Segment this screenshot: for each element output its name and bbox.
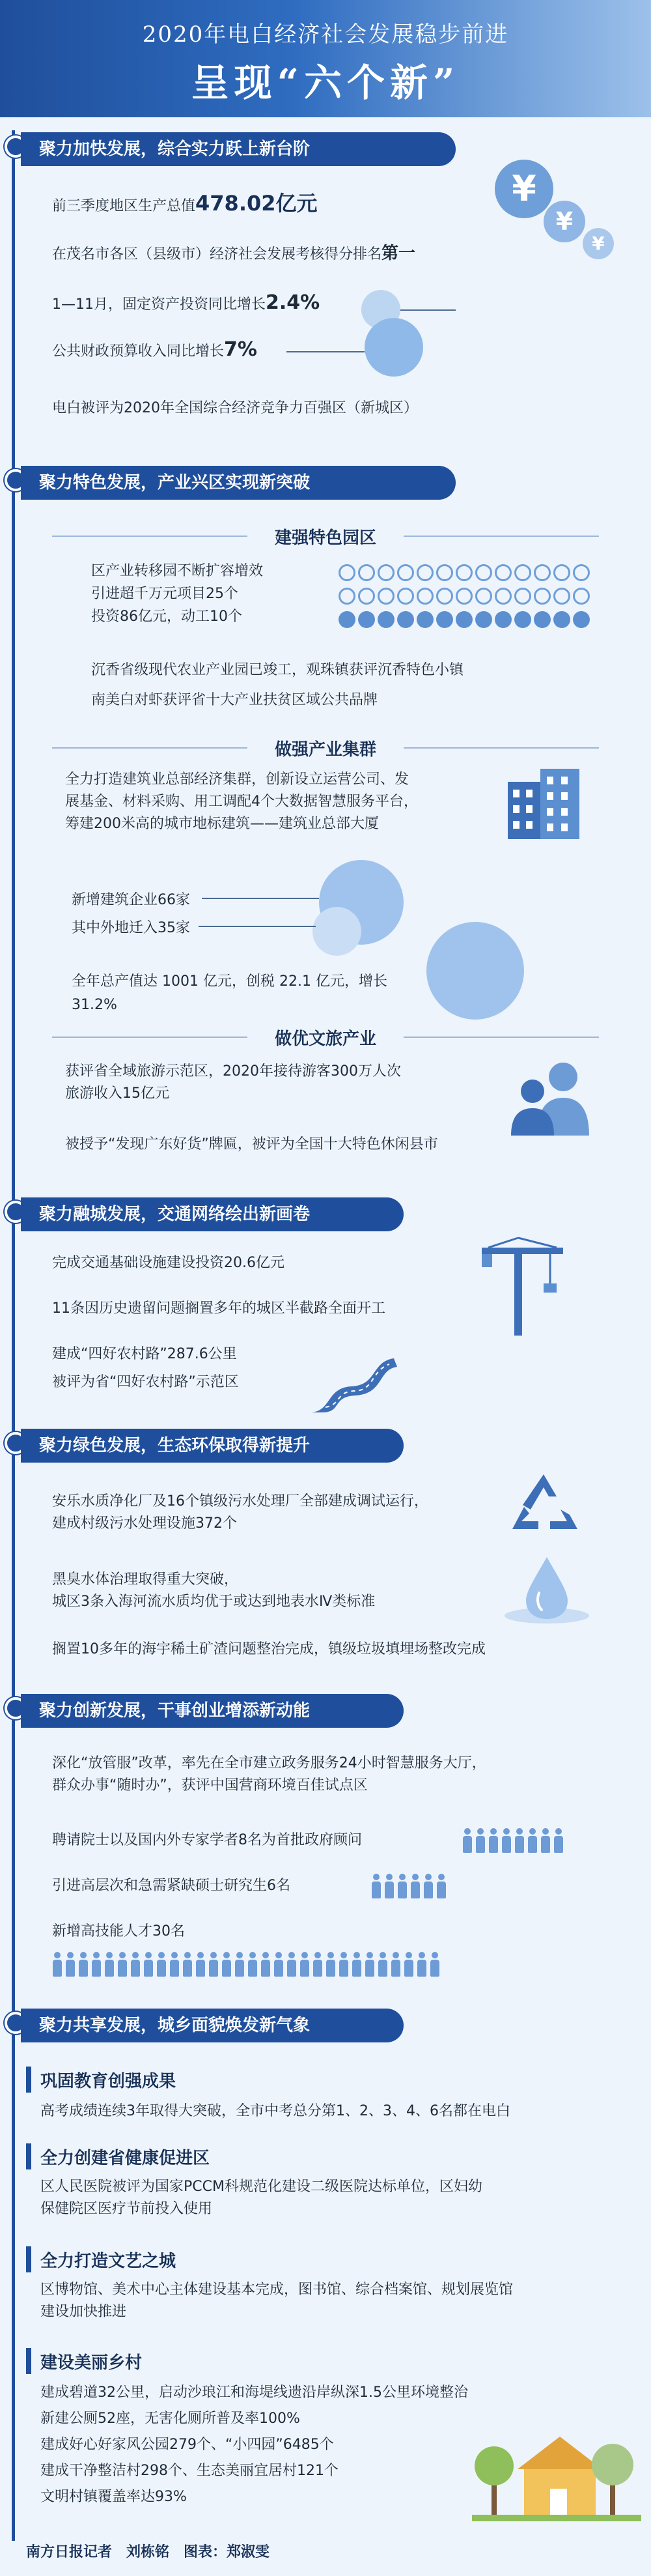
investment-label: 1—11月，固定资产投资同比增长 [52,296,266,313]
house-icon [518,2437,602,2518]
yen-coin-icon: ¥ [495,160,553,218]
transport-line-4: 被评为省“四好农村路”示范区 [52,1374,239,1390]
person-icon [462,1828,473,1854]
rural-line-4: 建成干净整洁村298个、生态美丽宜居村121个 [40,2463,339,2479]
ranking-line [52,242,415,266]
output-line-1: 全年总产值达 1001 亿元，创税 22.1 亿元，增长 [72,973,387,990]
building-icon [501,762,586,840]
revenue-value: 7% [224,338,257,361]
relocated-firms-line: 其中外地迁入35家 [72,920,190,936]
byline: 南方日报记者 刘栋铭 图表：郑淑雯 [26,2544,270,2560]
ranking-note: 电白被评为2020年全国综合经济竞争力百强区（新城区） [52,400,418,416]
person-icon [404,1952,414,1978]
env-line-2: 建成村级污水处理设施372个 [52,1515,237,1532]
road-icon [306,1355,397,1414]
person-icon [117,1952,128,1978]
person-icon [195,1952,206,1978]
health-line-1: 区人民医院被评为国家PCCM科规范化建设二级医院达标单位，区妇幼 [40,2179,482,2195]
water-drop-icon [501,1554,592,1625]
section-3-title: 聚力融城发展，交通网络绘出新画卷 [21,1197,404,1231]
culture-line-2: 建设加快推进 [40,2304,127,2320]
subheading-marker [26,2246,31,2272]
subheading-parks: 建强特色园区 [274,528,376,548]
recycle-icon [505,1469,583,1541]
person-icon [91,1952,102,1978]
culture-line-1: 区博物馆、美术中心主体建设基本完成，图书馆、综合档案馆、规划展览馆 [40,2282,514,2298]
person-icon [286,1952,297,1978]
person-icon [339,1952,349,1978]
subheading-health: 全力创建省健康促进区 [40,2149,210,2168]
bubble-output [426,922,524,1020]
person-icon [156,1952,167,1978]
person-icon [312,1952,323,1978]
connector-line [286,351,365,352]
env-line-3: 黑臭水体治理取得重大突破， [52,1571,239,1588]
person-icon [371,1874,381,1900]
person-icon [553,1828,564,1854]
subheading-marker [26,2348,31,2374]
output-line-2: 31.2% [72,997,117,1013]
timeline-rail [12,130,15,2541]
subheading-tourism: 做优文旅产业 [274,1029,376,1049]
project-dot-grid [339,564,592,628]
advisor-people-row [462,1828,566,1857]
person-icon [326,1952,336,1978]
person-icon [208,1952,219,1978]
person-icon [299,1952,310,1978]
subheading-marker [26,2143,31,2169]
park-line-3: 投资86亿元，动工10个 [91,608,242,625]
transport-line-3: 建成“四好农村路”287.6公里 [52,1346,237,1362]
rural-line-2: 新建公厕52座，无害化厕所普及率100% [40,2411,300,2427]
connector-line [400,309,456,311]
person-icon [378,1952,388,1978]
tourism-line-3: 被授予“发现广东好货”牌匾，被评为全国十大特色休闲县市 [65,1136,438,1152]
section-1-title: 聚力加快发展，综合实力跃上新台阶 [21,132,456,166]
person-icon [540,1828,551,1854]
rural-line-5: 文明村镇覆盖率达93% [40,2489,187,2505]
park-line-4: 沉香省级现代农业产业园已竣工，观珠镇获评沉香特色小镇 [91,662,464,678]
bubble-firms-small [312,907,361,956]
person-icon [169,1952,180,1978]
person-icon [221,1952,232,1978]
innovation-line-3: 聘请院士以及国内外专家学者8名为首批政府顾问 [52,1832,362,1848]
person-icon [352,1952,362,1978]
innovation-line-4: 引进高层次和急需紧缺硕士研究生6名 [52,1878,290,1894]
person-icon [65,1952,76,1978]
cluster-line-3: 筹建200米高的城市地标建筑——建筑业总部大厦 [65,816,379,832]
header-title: 呈现“六个新” [191,61,460,105]
innovation-line-1: 深化“放管服”改革，率先在全市建立政务服务24小时智慧服务大厅， [52,1755,486,1771]
cluster-line-2: 展基金、材料采购、用工调配4个大数据智慧服务平台， [65,794,418,810]
person-icon [514,1828,525,1854]
person-icon [436,1874,447,1900]
subheading-rural: 建设美丽乡村 [40,2353,143,2373]
person-icon [488,1828,499,1854]
person-icon [384,1874,395,1900]
person-icon [475,1828,486,1854]
innovation-line-2: 群众办事“随时办”，获评中国营商环境百佳试点区 [52,1777,368,1794]
person-icon [273,1952,284,1978]
rural-line-3: 建成好心好家风公园279个、“小四园”6485个 [40,2437,334,2453]
gdp-line [52,192,318,218]
tourism-line-2: 旅游收入15亿元 [65,1085,169,1102]
ranking-label: 在茂名市各区（县级市）经济社会发展考核得分排名 [52,246,382,263]
investment-value: 2.4% [266,291,320,314]
person-icon [234,1952,245,1978]
bubble-medium [365,318,423,377]
revenue-line [52,339,257,363]
yen-coin-icon: ¥ [583,228,614,259]
section-6-title: 聚力共享发展，城乡面貌焕发新气象 [21,2009,404,2042]
person-icon [410,1874,421,1900]
park-line-1: 区产业转移园不断扩容增效 [91,563,264,579]
innovation-line-5: 新增高技能人才30名 [52,1923,185,1939]
gdp-label: 前三季度地区生产总值 [52,198,196,214]
env-line-1: 安乐水质净化厂及16个镇级污水处理厂全部建成调试运行， [52,1493,428,1510]
cluster-line-1: 全力打造建筑业总部经济集群，创新设立运营公司、发 [65,771,409,788]
person-icon [104,1952,115,1978]
person-icon [430,1952,440,1978]
person-icon [365,1952,375,1978]
person-icon [78,1952,89,1978]
connector-line [199,926,316,927]
person-icon [423,1874,434,1900]
tourism-line-1: 获评省全域旅游示范区，2020年接待游客300万人次 [65,1063,401,1080]
park-line-2: 引进超千万元项目25个 [91,586,238,602]
person-icon [182,1952,193,1978]
yen-coin-icon: ¥ [544,201,585,242]
person-icon [501,1828,512,1854]
health-line-2: 保健院区医疗节前投入使用 [40,2201,213,2217]
investment-line [52,292,320,316]
transport-line-2: 11条因历史遗留问题搁置多年的城区半截路全面开工 [52,1300,385,1317]
people-icon [501,1059,599,1137]
education-line: 高考成绩连续3年取得大突破，全市中考总分第1、2、3、4、6名都在电白 [40,2103,510,2119]
village-illustration [472,2414,641,2525]
graduate-people-row [371,1874,449,1902]
gdp-value: 478.02亿元 [195,191,318,216]
section-2-title: 聚力特色发展，产业兴区实现新突破 [21,466,456,500]
person-icon [130,1952,141,1978]
tree-icon [475,2446,514,2515]
connector-line [202,898,319,899]
section-4-title: 聚力绿色发展，生态环保取得新提升 [21,1429,404,1463]
transport-line-1: 完成交通基础设施建设投资20.6亿元 [52,1255,284,1271]
tree-icon [592,2444,633,2515]
person-icon [260,1952,271,1978]
page-header [0,0,651,117]
ranking-value: 第一 [381,244,416,263]
revenue-label: 公共财政预算收入同比增长 [52,343,225,360]
new-firms-line: 新增建筑企业66家 [72,892,190,908]
header-subtitle: 2020年电白经济社会发展稳步前进 [142,21,509,48]
person-icon [397,1874,408,1900]
subheading-culture: 全力打造文艺之城 [40,2252,176,2271]
person-icon [143,1952,154,1978]
subheading-education: 巩固教育创强成果 [40,2072,176,2091]
person-icon [417,1952,427,1978]
person-icon [527,1828,538,1854]
env-line-4: 城区3条入海河流水质均优于或达到地表水Ⅳ类标准 [52,1594,376,1610]
subheading-marker [26,2067,31,2093]
park-line-5: 南美白对虾获评省十大产业扶贫区域公共品牌 [91,692,378,708]
person-icon [391,1952,401,1978]
person-icon [247,1952,258,1978]
rural-line-1: 建成碧道32公里，启动沙琅江和海堤线遗沿岸纵深1.5公里环境整治 [40,2384,468,2401]
crane-icon [469,1235,566,1339]
talent-people-row [52,1952,625,1981]
section-5-title: 聚力创新发展，干事创业增添新动能 [21,1694,404,1728]
person-icon [52,1952,62,1978]
env-line-5: 搁置10多年的海宇稀土矿渣问题整治完成，镇级垃圾填埋场整改完成 [52,1641,486,1657]
subheading-clusters: 做强产业集群 [274,740,376,760]
